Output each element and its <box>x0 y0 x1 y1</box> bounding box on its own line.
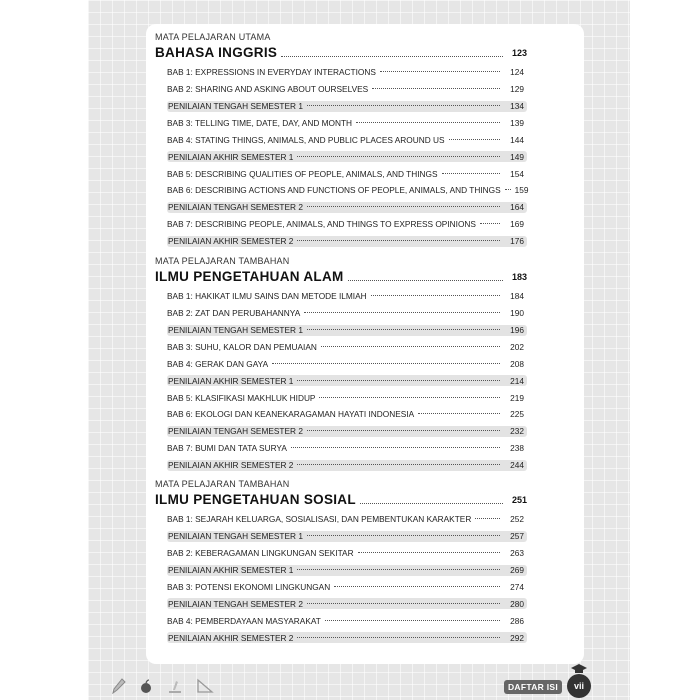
entry-title: BAB 4: STATING THINGS, ANIMALS, AND PUBLIC PLACES AROUND US <box>167 134 445 145</box>
assessment-entry[interactable] <box>167 460 527 471</box>
assessment-entry[interactable] <box>167 325 527 336</box>
entry-list <box>155 511 527 643</box>
entry-page-number: 169 <box>510 219 524 230</box>
pencil-icon <box>112 678 126 694</box>
section-title: ILMU PENGETAHUAN SOSIAL <box>155 492 356 507</box>
entry-page-number: 139 <box>510 117 524 128</box>
entry-title: PENILAIAN AKHIR SEMESTER 1 <box>168 375 294 386</box>
assessment-entry[interactable] <box>167 426 527 437</box>
assessment-entry[interactable] <box>167 151 527 162</box>
dot-leader <box>372 88 500 89</box>
section-label: MATA PELAJARAN TAMBAHAN <box>155 479 290 489</box>
entry-page-number: 286 <box>510 615 524 626</box>
section-label: MATA PELAJARAN UTAMA <box>155 32 271 42</box>
section-page-number: 251 <box>511 495 527 505</box>
entry-list <box>155 64 527 247</box>
entry-page-number: 176 <box>510 236 524 247</box>
assessment-entry[interactable] <box>167 375 527 386</box>
entry-page-number: 263 <box>510 548 524 559</box>
entry-title: PENILAIAN AKHIR SEMESTER 1 <box>168 151 294 162</box>
entry-page-number: 144 <box>510 134 524 145</box>
assessment-entry[interactable] <box>167 202 527 213</box>
chapter-entry[interactable] <box>167 545 527 562</box>
assessment-entry[interactable] <box>167 101 527 112</box>
footer-icons <box>112 678 214 694</box>
section-heading[interactable] <box>155 491 527 507</box>
dot-leader <box>307 105 500 106</box>
entry-title: PENILAIAN TENGAH SEMESTER 2 <box>168 426 303 437</box>
entry-page-number: 149 <box>510 151 524 162</box>
section-bahasa-inggris <box>155 32 527 250</box>
chapter-entry[interactable] <box>167 406 527 423</box>
section-page-number: 123 <box>511 48 527 58</box>
dot-leader <box>358 552 500 553</box>
entry-page-number: 129 <box>510 84 524 95</box>
entry-title: BAB 2: KEBERAGAMAN LINGKUNGAN SEKITAR <box>167 548 354 559</box>
entry-page-number: 274 <box>510 581 524 592</box>
entry-title: BAB 1: EXPRESSIONS IN EVERYDAY INTERACTIONS <box>167 67 376 78</box>
entry-page-number: 257 <box>510 531 524 542</box>
section-label: MATA PELAJARAN TAMBAHAN <box>155 256 290 266</box>
chapter-entry[interactable] <box>167 355 527 372</box>
assessment-entry[interactable] <box>167 531 527 542</box>
daftar-isi-tab: DAFTAR ISI <box>504 680 562 694</box>
dot-leader <box>281 56 503 57</box>
dot-leader <box>307 535 500 536</box>
dot-leader <box>307 430 500 431</box>
entry-title: BAB 3: TELLING TIME, DATE, DAY, AND MONTH <box>167 117 353 128</box>
entry-title: BAB 3: SUHU, KALOR DAN PEMUAIAN <box>167 341 317 352</box>
section-heading[interactable] <box>155 268 527 284</box>
dot-leader <box>449 139 500 140</box>
chapter-entry[interactable] <box>167 511 527 528</box>
chapter-entry[interactable] <box>167 115 527 132</box>
entry-page-number: 214 <box>510 375 524 386</box>
section-ipa <box>155 256 527 474</box>
section-page-number: 183 <box>511 272 527 282</box>
entry-page-number: 196 <box>510 325 524 336</box>
entry-title: PENILAIAN AKHIR SEMESTER 2 <box>168 460 294 471</box>
entry-page-number: 280 <box>510 598 524 609</box>
dot-leader <box>272 363 500 364</box>
chapter-entry[interactable] <box>167 389 527 406</box>
apple-icon <box>138 678 154 694</box>
dot-leader <box>371 295 500 296</box>
entry-title: PENILAIAN TENGAH SEMESTER 1 <box>168 531 303 542</box>
assessment-entry[interactable] <box>167 632 527 643</box>
entry-page-number: 292 <box>510 632 524 643</box>
dot-leader <box>475 518 500 519</box>
entry-title: BAB 6: EKOLOGI DAN KEANEKARAGAMAN HAYATI INDONESIA <box>167 409 415 420</box>
page-number: vii <box>567 674 591 698</box>
section-ips <box>155 479 527 646</box>
entry-page-number: 244 <box>510 460 524 471</box>
entry-page-number: 159 <box>514 185 529 196</box>
entry-title: PENILAIAN AKHIR SEMESTER 1 <box>168 565 294 576</box>
entry-title: BAB 1: SEJARAH KELUARGA, SOSIALISASI, DAN PEMBENTUKAN KARAKTER <box>167 514 472 525</box>
dot-leader <box>307 329 500 330</box>
entry-page-number: 219 <box>510 392 524 403</box>
entry-title: BAB 7: DESCRIBING PEOPLE, ANIMALS, AND THINGS TO EXPRESS OPINIONS <box>167 219 476 230</box>
dot-leader <box>304 312 500 313</box>
dot-leader <box>291 447 500 448</box>
assessment-entry[interactable] <box>167 598 527 609</box>
dot-leader <box>418 413 500 414</box>
chapter-entry[interactable] <box>167 612 527 629</box>
chapter-entry[interactable] <box>167 339 527 356</box>
entry-title: BAB 4: PEMBERDAYAAN MASYARAKAT <box>167 615 321 626</box>
entry-page-number: 208 <box>510 358 524 369</box>
entry-title: PENILAIAN TENGAH SEMESTER 2 <box>168 598 303 609</box>
dot-leader <box>334 586 500 587</box>
dot-leader <box>321 346 500 347</box>
ruler-triangle-icon <box>196 678 214 694</box>
section-title: BAHASA INGGRIS <box>155 45 278 60</box>
dot-leader <box>505 189 511 190</box>
entry-page-number: 252 <box>510 514 524 525</box>
entry-title: BAB 2: SHARING AND ASKING ABOUT OURSELVES <box>167 84 369 95</box>
entry-page-number: 232 <box>510 426 524 437</box>
chapter-entry[interactable] <box>167 64 527 81</box>
entry-title: BAB 5: DESCRIBING QUALITIES OF PEOPLE, ANIMALS, AND THINGS <box>167 168 438 179</box>
dot-leader <box>442 173 501 174</box>
entry-title: BAB 7: BUMI DAN TATA SURYA <box>167 443 287 454</box>
dot-leader <box>319 397 500 398</box>
chapter-entry[interactable] <box>167 216 527 233</box>
dot-leader <box>297 240 500 241</box>
dot-leader <box>325 620 500 621</box>
entry-page-number: 184 <box>510 291 524 302</box>
chapter-entry[interactable] <box>167 165 527 182</box>
dot-leader <box>297 464 500 465</box>
entry-title: PENILAIAN TENGAH SEMESTER 1 <box>168 101 303 112</box>
microscope-icon <box>166 678 184 694</box>
dot-leader <box>297 637 500 638</box>
assessment-entry[interactable] <box>167 236 527 247</box>
chapter-entry[interactable] <box>167 579 527 596</box>
entry-title: PENILAIAN TENGAH SEMESTER 1 <box>168 325 303 336</box>
entry-list <box>155 288 527 471</box>
chapter-entry[interactable] <box>167 81 527 98</box>
dot-leader <box>480 223 500 224</box>
entry-title: PENILAIAN AKHIR SEMESTER 2 <box>168 236 294 247</box>
entry-page-number: 154 <box>510 168 524 179</box>
chapter-entry[interactable] <box>167 131 527 148</box>
entry-title: BAB 4: GERAK DAN GAYA <box>167 358 269 369</box>
chapter-entry[interactable] <box>167 182 527 199</box>
dot-leader <box>297 569 500 570</box>
entry-page-number: 202 <box>510 341 524 352</box>
entry-title: PENILAIAN TENGAH SEMESTER 2 <box>168 202 303 213</box>
dot-leader <box>307 603 500 604</box>
dot-leader <box>297 380 500 381</box>
chapter-entry[interactable] <box>167 288 527 305</box>
entry-page-number: 238 <box>510 443 524 454</box>
entry-title: BAB 1: HAKIKAT ILMU SAINS DAN METODE ILMIAH <box>167 291 367 302</box>
entry-page-number: 269 <box>510 565 524 576</box>
assessment-entry[interactable] <box>167 565 527 576</box>
entry-title: BAB 6: DESCRIBING ACTIONS AND FUNCTIONS OF PEOPLE, ANIMALS, AND THINGS <box>167 185 501 196</box>
entry-title: BAB 2: ZAT DAN PERUBAHANNYA <box>167 308 301 319</box>
dot-leader <box>356 122 500 123</box>
chapter-entry[interactable] <box>167 305 527 322</box>
dot-leader <box>360 503 503 504</box>
entry-page-number: 134 <box>510 101 524 112</box>
entry-page-number: 190 <box>510 308 524 319</box>
dot-leader <box>297 156 500 157</box>
chapter-entry[interactable] <box>167 440 527 457</box>
entry-title: BAB 5: KLASIFIKASI MAKHLUK HIDUP <box>167 392 316 403</box>
dot-leader <box>348 280 503 281</box>
entry-title: PENILAIAN AKHIR SEMESTER 2 <box>168 632 294 643</box>
dot-leader <box>380 71 500 72</box>
dot-leader <box>307 206 500 207</box>
section-title: ILMU PENGETAHUAN ALAM <box>155 269 344 284</box>
entry-title: BAB 3: POTENSI EKONOMI LINGKUNGAN <box>167 581 331 592</box>
section-heading[interactable] <box>155 44 527 60</box>
entry-page-number: 225 <box>510 409 524 420</box>
entry-page-number: 164 <box>510 202 524 213</box>
entry-page-number: 124 <box>510 67 524 78</box>
